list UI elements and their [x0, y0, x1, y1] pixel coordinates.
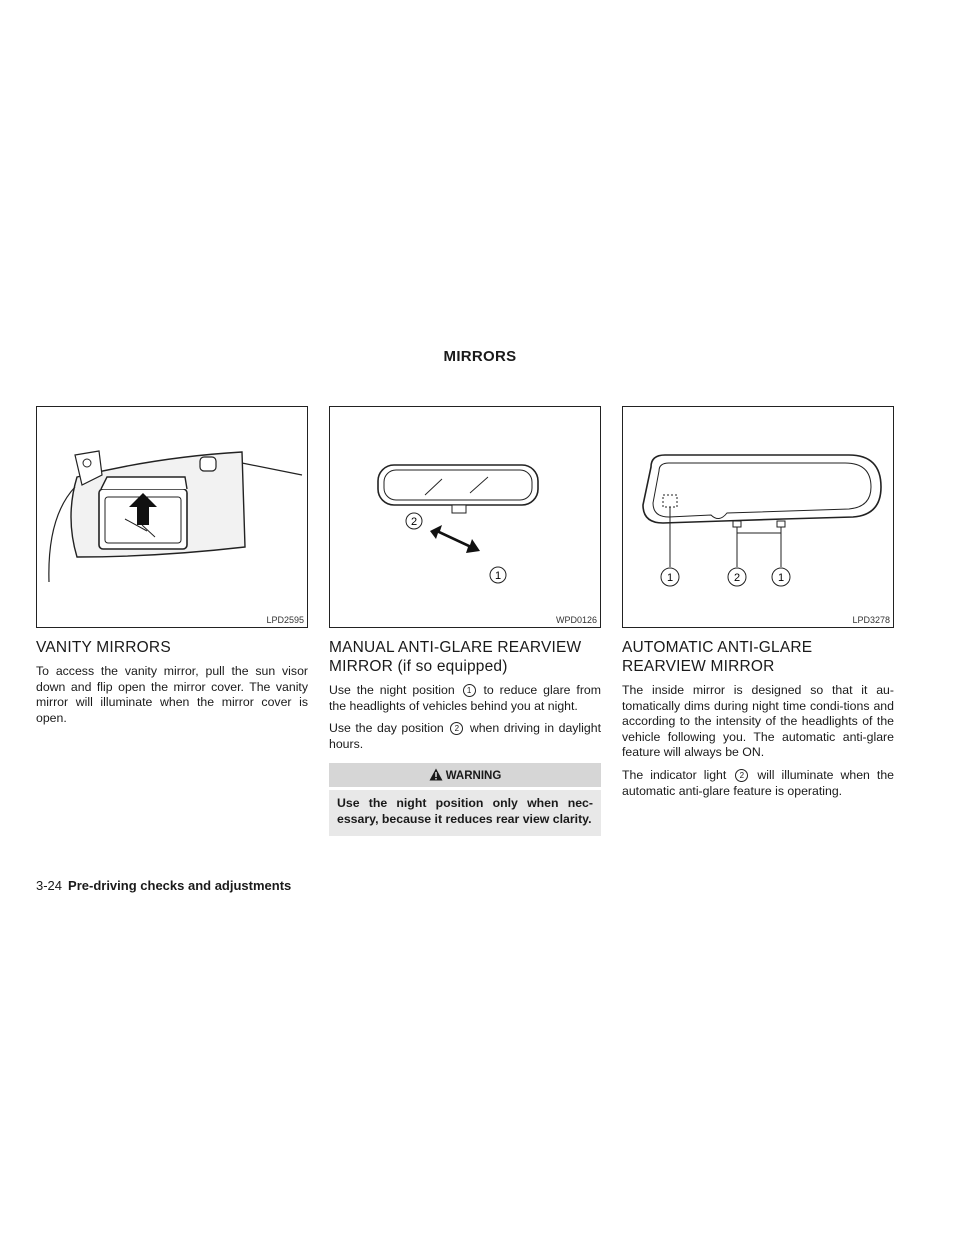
figure-code: WPD0126 — [555, 615, 597, 625]
text: The indicator light — [622, 767, 727, 782]
warning-text: Use the night position only when nec-essary, because it reduces rear view clarity. — [329, 790, 601, 835]
chapter-title: Pre-driving checks and adjustments — [68, 878, 292, 893]
callout-1-inline: 1 — [463, 684, 476, 697]
page-footer — [36, 878, 291, 893]
vanity-paragraph: To access the vanity mirror, pull the sun visor down and flip open the mirror cover. The vanity mirror will illuminate when the mirror cover is open. — [36, 664, 308, 725]
vanity-mirror-figure — [36, 406, 308, 628]
text: Use the day position — [329, 721, 444, 736]
heading-line-2: REARVIEW MIRROR — [622, 658, 775, 675]
callout-2-inline: 2 — [450, 722, 463, 735]
automatic-description-paragraph: The inside mirror is designed so that it au-tomatically dims during night time condi-tions and according to the intensity of the headlights of the vehicle following you. The automatic anti-glare feature will always be ON. — [622, 683, 894, 760]
heading-automatic-anti-glare — [622, 638, 894, 676]
automatic-mirror-figure — [622, 406, 894, 628]
text: will illuminate when the automatic anti-glare feature is operating. — [622, 767, 895, 798]
figure-code: LPD2595 — [266, 615, 304, 625]
heading-vanity-mirrors: VANITY MIRRORS — [36, 639, 171, 656]
heading-line-2: MIRROR (if so equipped) — [329, 658, 508, 675]
manual-rearview-mirror-illustration — [330, 407, 600, 627]
manual-mirror-column — [329, 406, 601, 836]
manual-mirror-figure — [329, 406, 601, 628]
callout-1: 1 — [494, 570, 502, 582]
warning-triangle-icon — [429, 768, 443, 781]
automatic-rearview-mirror-illustration — [623, 407, 893, 627]
figure-code: LPD3278 — [852, 615, 890, 625]
callout-1-left: 1 — [666, 572, 674, 584]
callout-2: 2 — [733, 572, 741, 584]
warning-box — [329, 763, 601, 835]
callout-2-inline: 2 — [735, 769, 748, 782]
day-position-paragraph — [329, 721, 601, 752]
night-position-paragraph — [329, 683, 601, 714]
text: when driving in daylight hours. — [329, 721, 601, 751]
page-number: 3-24 — [36, 878, 63, 893]
heading-line-1: AUTOMATIC ANTI-GLARE — [622, 639, 813, 656]
indicator-light-paragraph — [622, 768, 894, 799]
heading-line-1: MANUAL ANTI-GLARE REARVIEW — [329, 639, 582, 656]
callout-1-right: 1 — [777, 572, 785, 584]
callout-2: 2 — [410, 516, 418, 528]
warning-title: WARNING — [445, 770, 502, 783]
text: to reduce glare from the headlights of vehicles behind you at night. — [329, 683, 601, 713]
section-title: MIRRORS — [443, 348, 517, 365]
automatic-mirror-column — [622, 406, 894, 806]
sun-visor-illustration — [37, 407, 307, 627]
text: Use the night position — [329, 683, 455, 697]
warning-header — [329, 763, 601, 787]
heading-manual-anti-glare — [329, 638, 601, 676]
vanity-mirrors-column — [36, 406, 308, 733]
